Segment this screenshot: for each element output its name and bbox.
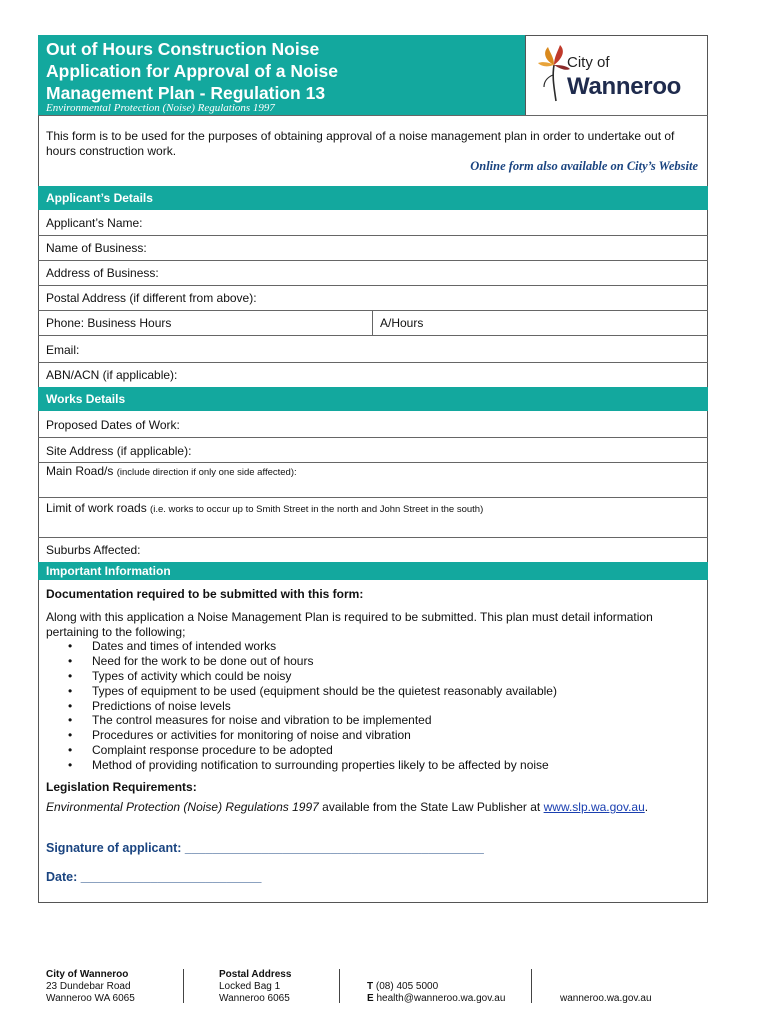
- divider: [38, 310, 708, 311]
- list-item: • Method of providing notification to surrounding properties likely to be affected by noise: [92, 758, 704, 773]
- divider: [38, 115, 708, 116]
- divider: [372, 310, 373, 335]
- form-title: [46, 38, 516, 104]
- list-item: • Types of equipment to be used (equipment should be the quietest reasonably available): [92, 684, 704, 699]
- footer-postal: [219, 969, 291, 1005]
- footer-email[interactable]: health@wanneroo.wa.gov.au: [373, 993, 506, 1004]
- divider: [38, 362, 708, 363]
- abn-acn-field[interactable]: ABN/ACN (if applicable):: [46, 368, 178, 382]
- signature-field[interactable]: Signature of applicant: ___________________________________________: [46, 841, 484, 855]
- divider: [38, 285, 708, 286]
- section-important-information: Important Information: [38, 562, 708, 580]
- section-works-details: Works Details: [38, 387, 708, 411]
- footer-divider: [183, 969, 184, 1003]
- legislation-title: Environmental Protection (Noise) Regulations 1997: [46, 800, 319, 815]
- intro-text: This form is to be used for the purposes of obtaining approval of a noise management plan in order to undertake out of hours construction work.: [46, 129, 675, 158]
- list-item: • Types of activity which could be noisy: [92, 669, 704, 684]
- form-subtitle: Environmental Protection (Noise) Regulations 1997: [46, 102, 275, 114]
- applicant-name-field[interactable]: Applicant’s Name:: [46, 216, 143, 230]
- business-address-field[interactable]: Address of Business:: [46, 266, 159, 280]
- list-item: • Need for the work to be done out of hours: [92, 654, 704, 669]
- footer-address: [46, 969, 135, 1005]
- slp-link[interactable]: www.slp.wa.gov.au: [543, 800, 645, 815]
- list-item: • The control measures for noise and vibration to be implemented: [92, 713, 704, 728]
- limit-roads-label: Limit of work roads: [46, 501, 147, 515]
- footer-divider: [531, 969, 532, 1003]
- proposed-dates-field[interactable]: Proposed Dates of Work:: [46, 418, 180, 432]
- main-roads-field[interactable]: [46, 464, 297, 478]
- limit-of-work-roads-field[interactable]: [46, 501, 483, 515]
- main-roads-label: Main Road/s: [46, 464, 114, 478]
- footer-website[interactable]: wanneroo.wa.gov.au: [560, 993, 652, 1004]
- footer-phone-label: T: [367, 981, 374, 992]
- divider: [38, 260, 708, 261]
- footer-divider: [339, 969, 340, 1003]
- online-form-note[interactable]: Online form also available on City’s Website: [470, 159, 698, 173]
- email-field[interactable]: Email:: [46, 343, 80, 357]
- documentation-heading: Documentation required to be submitted with this form:: [46, 587, 364, 601]
- site-address-field[interactable]: Site Address (if applicable):: [46, 444, 192, 458]
- list-item: • Dates and times of intended works: [92, 639, 704, 654]
- footer-postal-line1: Locked Bag 1: [219, 981, 281, 992]
- logo-wanneroo-text: Wanneroo: [567, 73, 682, 100]
- divider: [38, 235, 708, 236]
- phone-business-hours-field[interactable]: Phone: Business Hours: [46, 316, 172, 330]
- legislation-desc: available from the State Law Publisher at: [318, 800, 544, 815]
- limit-roads-note: (i.e. works to occur up to Smith Street in the north and John Street in the south): [150, 504, 484, 515]
- title-line-3: Management Plan - Regulation 13: [46, 83, 326, 103]
- suburbs-affected-field[interactable]: Suburbs Affected:: [46, 543, 141, 557]
- phone-after-hours-field[interactable]: A/Hours: [380, 316, 424, 330]
- divider: [38, 437, 708, 438]
- divider: [38, 462, 708, 463]
- footer-org: City of Wanneroo: [46, 969, 129, 980]
- legislation-heading: Legislation Requirements:: [46, 779, 197, 794]
- footer-postal-heading: Postal Address: [219, 969, 292, 980]
- main-roads-note: (include direction if only one side affected):: [116, 467, 297, 478]
- divider: [38, 335, 708, 336]
- documentation-text: Along with this application a Noise Management Plan is required to be submitted. This plan must detail information pertaining to the following;: [46, 609, 653, 639]
- important-info-body: [46, 587, 704, 815]
- divider: [38, 537, 708, 538]
- date-field[interactable]: Date: __________________________: [46, 870, 262, 884]
- legislation-text: [46, 800, 704, 815]
- footer-postal-line2: Wanneroo 6065: [219, 993, 290, 1004]
- business-name-field[interactable]: Name of Business:: [46, 241, 147, 255]
- list-item: • Complaint response procedure to be adopted: [92, 743, 704, 758]
- legislation-end: .: [644, 800, 649, 815]
- title-line-2: Application for Approval of a Noise: [46, 61, 339, 81]
- footer-email-label: E: [367, 993, 374, 1004]
- divider: [38, 497, 708, 498]
- postal-address-field[interactable]: Postal Address (if different from above):: [46, 291, 257, 305]
- footer-contact: [367, 981, 505, 1005]
- footer-street: 23 Dundebar Road: [46, 981, 131, 992]
- list-item: • Procedures or activities for monitoring of noise and vibration: [92, 728, 704, 743]
- list-item: • Predictions of noise levels: [92, 699, 704, 714]
- logo-city-text: City of: [567, 54, 610, 71]
- footer-suburb: Wanneroo WA 6065: [46, 993, 135, 1004]
- title-line-1: Out of Hours Construction Noise: [46, 39, 320, 59]
- footer-phone: (08) 405 5000: [373, 981, 439, 992]
- section-applicant-details: Applicant’s Details: [38, 186, 708, 210]
- plan-requirements-list: [46, 639, 704, 772]
